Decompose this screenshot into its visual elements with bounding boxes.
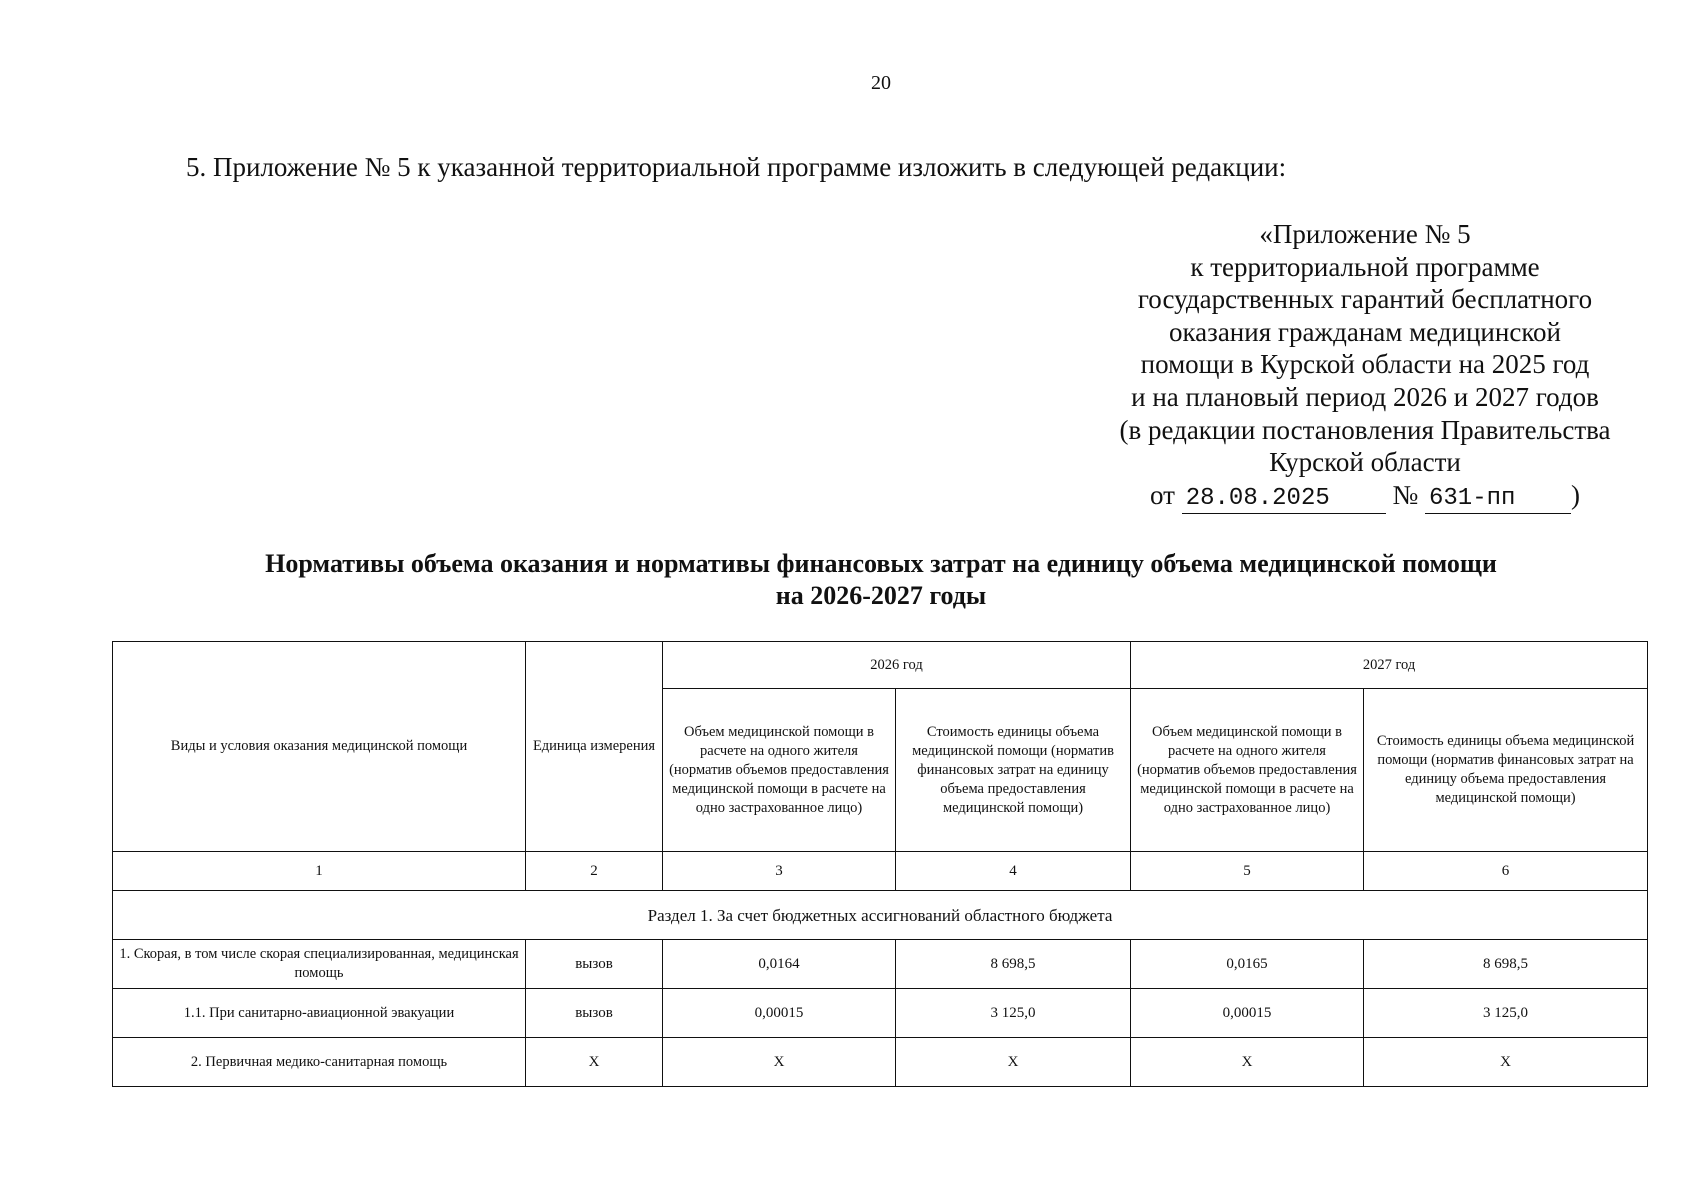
cost-2027-cell: 8 698,5 bbox=[1364, 940, 1648, 989]
volume-2027-cell: 0,0165 bbox=[1131, 940, 1364, 989]
column-index: 5 bbox=[1131, 852, 1364, 891]
care-type-cell: 1. Скорая, в том числе скорая специализированная, медицинская помощь bbox=[113, 940, 526, 989]
header-cost-2026: Стоимость единицы объема медицинской помощи (норматив финансовых затрат на единицу объема предоставления медицинской помощи) bbox=[896, 689, 1131, 852]
column-index: 4 bbox=[896, 852, 1131, 891]
from-label: от bbox=[1150, 479, 1175, 510]
cost-2027-cell: 3 125,0 bbox=[1364, 989, 1648, 1038]
unit-cell: Х bbox=[526, 1038, 663, 1087]
resolution-number-field: 631-пп bbox=[1425, 485, 1571, 514]
cost-2026-cell: 3 125,0 bbox=[896, 989, 1131, 1038]
header-cost-2027: Стоимость единицы объема медицинской помощи (норматив финансовых затрат на единицу объема предоставления медицинской помощи) bbox=[1364, 689, 1648, 852]
volume-2026-cell: 0,0164 bbox=[663, 940, 896, 989]
closing-paren: ) bbox=[1570, 479, 1580, 510]
column-index: 3 bbox=[663, 852, 896, 891]
column-index: 6 bbox=[1364, 852, 1648, 891]
table-row bbox=[113, 1038, 1648, 1087]
volume-2027-cell: Х bbox=[1131, 1038, 1364, 1087]
resolution-date-number bbox=[1090, 479, 1640, 514]
column-index: 1 bbox=[113, 852, 526, 891]
resolution-date-field: 28.08.2025 bbox=[1182, 485, 1386, 514]
appendix-line: оказания гражданам медицинской bbox=[1168, 316, 1562, 347]
appendix-line: и на плановый период 2026 и 2027 годов bbox=[1131, 381, 1599, 412]
column-index-row bbox=[113, 852, 1648, 891]
column-index: 2 bbox=[526, 852, 663, 891]
appendix-line: (в редакции постановления Правительства bbox=[1119, 414, 1611, 445]
page-number: 20 bbox=[871, 72, 891, 94]
table-row bbox=[113, 989, 1648, 1038]
appendix-line: «Приложение № 5 bbox=[1259, 219, 1471, 249]
header-unit: Единица измерения bbox=[526, 642, 663, 852]
header-volume-2026: Объем медицинской помощи в расчете на одного жителя (норматив объемов предоставления медицинской помощи в расчете на одно застрахованное лицо) bbox=[663, 689, 896, 852]
header-year-2026: 2026 год bbox=[663, 642, 1131, 689]
unit-cell: вызов bbox=[526, 989, 663, 1038]
volume-2027-cell: 0,00015 bbox=[1131, 989, 1364, 1038]
cost-2027-cell: Х bbox=[1364, 1038, 1648, 1087]
section-title: Раздел 1. За счет бюджетных ассигнований областного бюджета bbox=[113, 891, 1648, 940]
table-header-row bbox=[113, 642, 1648, 689]
number-label: № bbox=[1392, 479, 1419, 510]
appendix-line: помощи в Курской области на 2025 год bbox=[1140, 349, 1590, 380]
appendix-line: Курской области bbox=[1269, 447, 1461, 478]
document-title-line-1: Нормативы объема оказания и нормативы финансовых затрат на единицу объема медицинской помощи bbox=[265, 549, 1497, 578]
care-type-cell: 1.1. При санитарно-авиационной эвакуации bbox=[113, 989, 526, 1038]
header-year-2027: 2027 год bbox=[1131, 642, 1648, 689]
document-title bbox=[0, 548, 1702, 612]
care-type-cell: 2. Первичная медико-санитарная помощь bbox=[113, 1038, 526, 1087]
norms-table bbox=[112, 641, 1648, 1087]
cost-2026-cell: Х bbox=[896, 1038, 1131, 1087]
appendix-line: к территориальной программе bbox=[1190, 251, 1540, 282]
volume-2026-cell: 0,00015 bbox=[663, 989, 896, 1038]
header-volume-2027: Объем медицинской помощи в расчете на одного жителя (норматив объемов предоставления медицинской помощи в расчете на одно застрахованное лицо) bbox=[1131, 689, 1364, 852]
intro-paragraph: 5. Приложение № 5 к указанной территориальной программе изложить в следующей редакции: bbox=[186, 152, 1287, 182]
header-care-type: Виды и условия оказания медицинской помощи bbox=[113, 642, 526, 852]
section-row bbox=[113, 891, 1648, 940]
appendix-heading-block bbox=[1090, 218, 1640, 514]
document-title-line-2: на 2026-2027 годы bbox=[775, 581, 987, 610]
appendix-line: государственных гарантий бесплатного bbox=[1137, 284, 1593, 315]
table-row bbox=[113, 940, 1648, 989]
cost-2026-cell: 8 698,5 bbox=[896, 940, 1131, 989]
unit-cell: вызов bbox=[526, 940, 663, 989]
volume-2026-cell: Х bbox=[663, 1038, 896, 1087]
